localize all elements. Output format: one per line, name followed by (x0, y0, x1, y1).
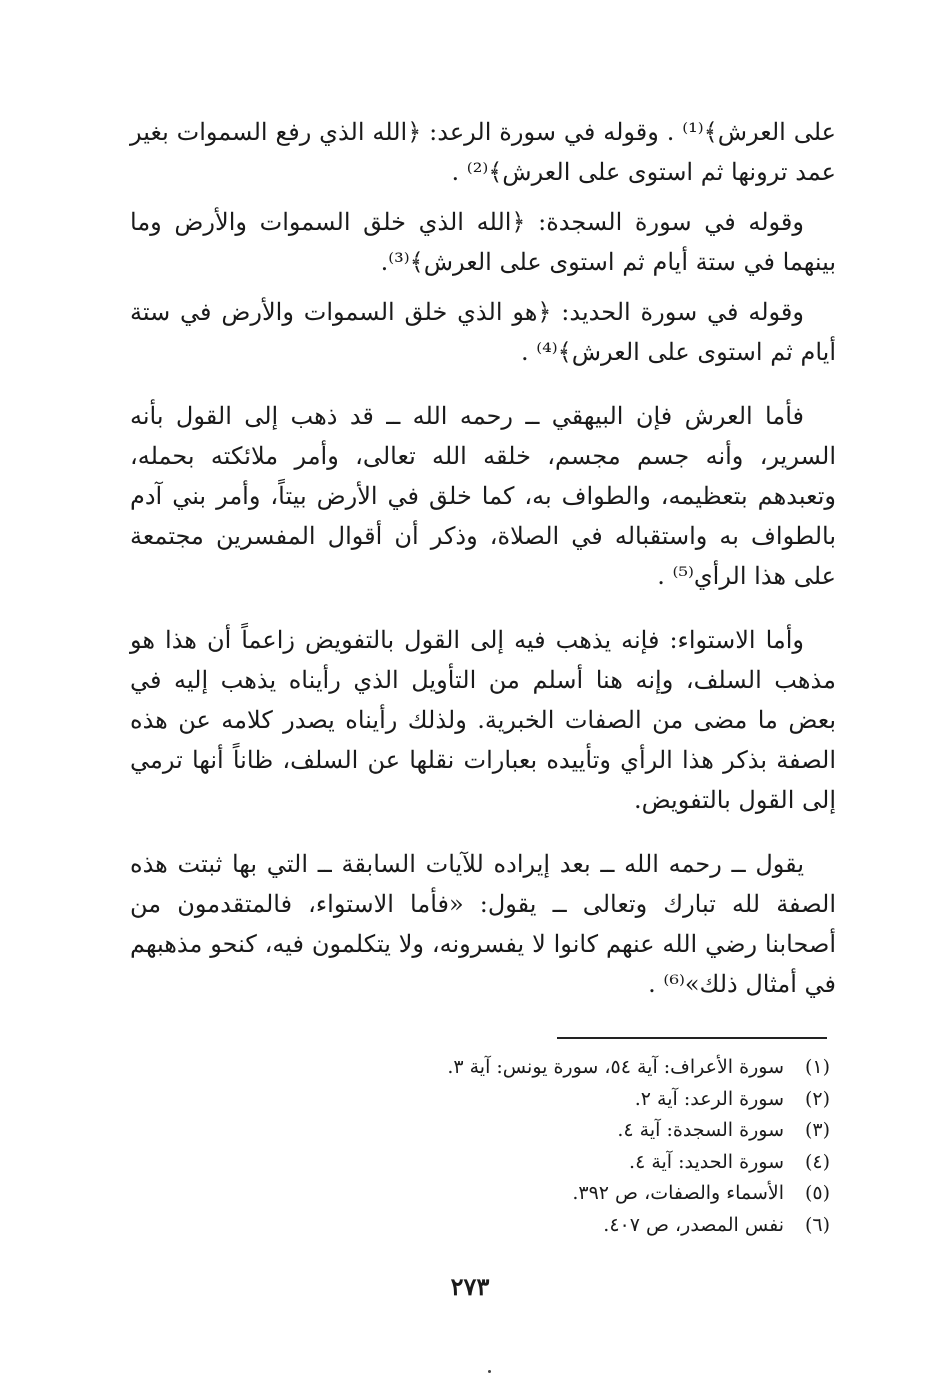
footnote-number: (٥) (804, 1182, 830, 1204)
footnote-item (300, 1084, 830, 1116)
footnote-text: سورة الرعد: آية ٢. (634, 1087, 784, 1110)
footnote-divider (557, 1037, 827, 1039)
paragraph-3: وقوله في سورة الحديد: ﴿هو الذي خلق السموات والأرض في ستة أيام ثم استوى على العرش﴾⁽⁴⁾ . (130, 298, 836, 366)
body-text (130, 112, 836, 1004)
footnote-text: سورة السجدة: آية ٤. (617, 1119, 784, 1141)
footnotes (300, 1052, 830, 1241)
footnote-item (300, 1210, 830, 1242)
footnote-item (300, 1178, 830, 1210)
paragraph-4: فأما العرش فإن البيهقي ــ رحمه الله ــ قد ذهب إلى القول بأنه السرير، وأنه جسم مجسم، خلقه الله تعالى، وأمر ملائكته بحمله، وتعبدهم بتعظيمه، والطواف به، كما خلق في الأرض بيتاً، وأمر بني آدم بالطواف به واستقباله في الصلاة، وذكر أن أقوال المفسرين مجتمعة على هذا الرأي⁽⁵⁾ . (130, 402, 836, 590)
paragraph-5: وأما الاستواء: فإنه يذهب فيه إلى القول بالتفويض زاعماً أن هذا هو مذهب السلف، وإنه هنا أسلم من التأويل الذي رأيناه يذهب إليه في بعض ما مضى من الصفات الخبرية. ولذلك رأيناه يصدر كلامه عن هذه الصفة بذكر هذا الرأي وتأييده بعبارات نقلها عن السلف، ظاناً أنها ترمي إلى القول بالتفويض. (130, 626, 837, 814)
paragraph-1: على العرش﴾⁽¹⁾ . وقوله في سورة الرعد: ﴿الله الذي رفع السموات بغير عمد ترونها ثم استوى على العرش﴾⁽²⁾ . (130, 118, 836, 186)
page-number: ٢٧٣ (450, 1272, 490, 1301)
footnote-number: (٣) (804, 1119, 830, 1141)
footnote-item (300, 1147, 830, 1179)
footnote-number: (٤) (804, 1150, 830, 1173)
footnote-text: سورة الأعراف: آية ٥٤، سورة يونس: آية ٣. (447, 1056, 784, 1078)
footnote-item (300, 1115, 830, 1147)
footnote-item (300, 1052, 830, 1084)
footnote-number: (٢) (804, 1087, 830, 1110)
paragraph-2: وقوله في سورة السجدة: ﴿الله الذي خلق السموات والأرض وما بينهما في ستة أيام ثم استوى على العرش﴾⁽³⁾. (130, 208, 836, 276)
scan-speck (488, 1370, 491, 1373)
footnote-text: سورة الحديد: آية ٤. (629, 1150, 784, 1173)
footnote-text: نفس المصدر، ص ٤٠٧. (603, 1213, 784, 1236)
paragraph-6: يقول ــ رحمه الله ــ بعد إيراده للآيات السابقة ــ التي بها ثبتت هذه الصفة لله تبارك وتعالى ــ يقول: «فأما الاستواء، فالمتقدمون من أصحابنا رضي الله عنهم كانوا لا يفسرونه، ولا يتكلمون فيه، كنحو مذهبهم في أمثال ذلك»⁽⁶⁾ . (130, 850, 836, 998)
footnote-number: (٦) (804, 1213, 830, 1236)
footnote-text: الأسماء والصفات، ص ٣٩٢. (572, 1182, 784, 1204)
footnote-number: (١) (804, 1056, 830, 1078)
